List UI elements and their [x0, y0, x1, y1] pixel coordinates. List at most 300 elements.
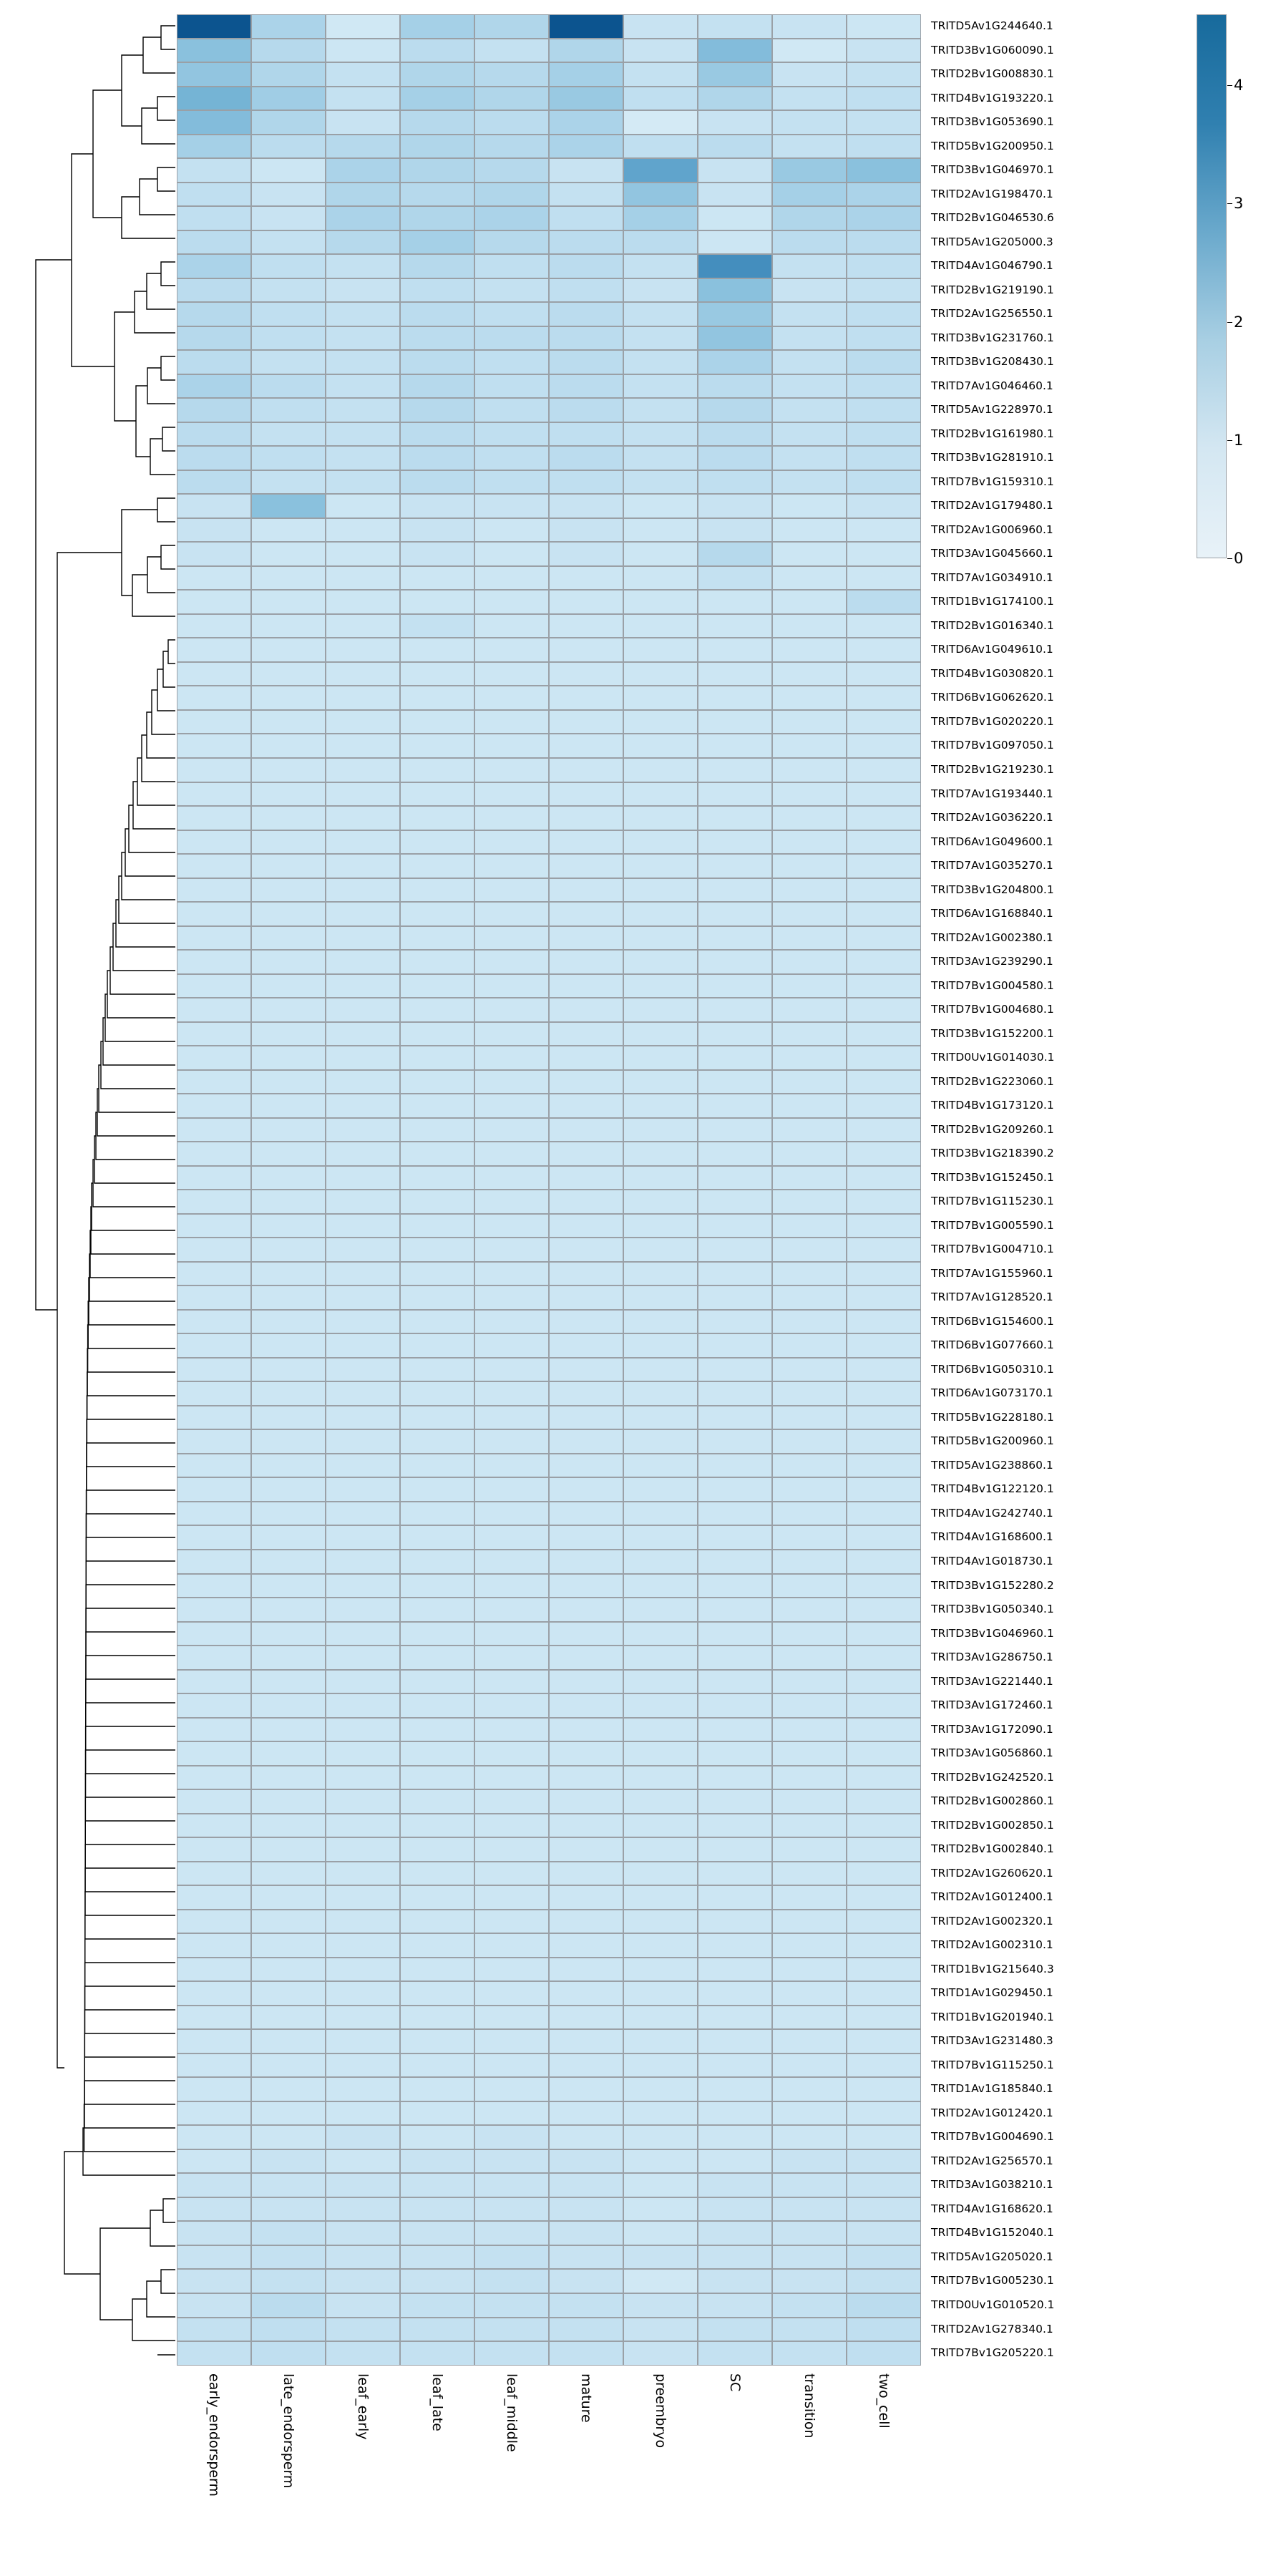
heatmap-cell	[326, 1166, 400, 1190]
heatmap-cell	[474, 1885, 549, 1910]
column-label: preembryo	[653, 2373, 668, 2449]
heatmap-cell	[847, 1574, 921, 1598]
heatmap-cell	[326, 902, 400, 926]
heatmap-row	[177, 926, 921, 951]
heatmap-cell	[177, 734, 251, 758]
heatmap-cell	[400, 206, 474, 230]
heatmap-cell	[326, 2006, 400, 2030]
heatmap-cell	[400, 1693, 474, 1718]
heatmap-cell	[400, 1477, 474, 1502]
heatmap-cell	[772, 2077, 847, 2101]
heatmap-cell	[549, 1333, 623, 1358]
heatmap-cell	[847, 950, 921, 974]
heatmap-cell	[251, 39, 326, 63]
heatmap-cell	[623, 1598, 698, 1622]
heatmap-cell	[772, 254, 847, 278]
heatmap-cell	[177, 398, 251, 422]
heatmap-cell	[251, 1814, 326, 1838]
heatmap-row	[177, 1381, 921, 1406]
column-label: leaf_late	[429, 2373, 445, 2431]
heatmap-cell	[698, 39, 772, 63]
heatmap-cell	[847, 926, 921, 951]
heatmap-cell	[549, 494, 623, 518]
heatmap-row	[177, 2245, 921, 2270]
heatmap-cell	[549, 1429, 623, 1454]
heatmap-cell	[549, 2101, 623, 2126]
heatmap-cell	[251, 1454, 326, 1478]
heatmap-cell	[549, 950, 623, 974]
heatmap-cell	[847, 2101, 921, 2126]
heatmap-cell	[772, 1429, 847, 1454]
heatmap-cell	[251, 1622, 326, 1646]
heatmap-cell	[772, 2149, 847, 2174]
heatmap-cell	[251, 2029, 326, 2053]
heatmap-cell	[698, 1958, 772, 1982]
heatmap-cell	[400, 710, 474, 734]
heatmap-cell	[177, 1238, 251, 1262]
heatmap-cell	[772, 398, 847, 422]
heatmap-cell	[326, 1454, 400, 1478]
heatmap-cell	[847, 1837, 921, 1862]
heatmap-row	[177, 1190, 921, 1214]
heatmap-cell	[400, 2293, 474, 2318]
heatmap-cell	[474, 662, 549, 686]
heatmap-row	[177, 854, 921, 878]
heatmap-cell	[623, 1550, 698, 1574]
row-label: TRITD0Uv1G010520.1	[931, 2298, 1055, 2311]
heatmap-cell	[772, 1814, 847, 1838]
heatmap-cell	[251, 1166, 326, 1190]
heatmap-cell	[698, 1525, 772, 1550]
heatmap-cell	[251, 1789, 326, 1814]
heatmap-cell	[549, 2197, 623, 2222]
heatmap-cell	[623, 1142, 698, 1166]
heatmap-cell	[698, 782, 772, 807]
heatmap-cell	[623, 830, 698, 855]
row-label: TRITD6Bv1G154600.1	[931, 1314, 1054, 1328]
heatmap-cell	[847, 2173, 921, 2197]
heatmap-cell	[400, 110, 474, 135]
heatmap-cell	[698, 542, 772, 566]
heatmap-cell	[474, 2293, 549, 2318]
heatmap-cell	[772, 1118, 847, 1142]
heatmap-cell	[847, 1118, 921, 1142]
heatmap-cell	[698, 2293, 772, 2318]
heatmap-cell	[623, 2125, 698, 2149]
heatmap-cell	[177, 2221, 251, 2245]
heatmap-cell	[400, 1741, 474, 1766]
heatmap-cell	[549, 1454, 623, 1478]
heatmap-cell	[698, 1574, 772, 1598]
heatmap-cell	[251, 326, 326, 351]
heatmap-cell	[177, 1766, 251, 1790]
row-label: TRITD2Bv1G242520.1	[931, 1770, 1054, 1784]
heatmap-cell	[623, 230, 698, 255]
heatmap-cell	[400, 1525, 474, 1550]
heatmap-cell	[326, 2053, 400, 2078]
heatmap-cell	[623, 1285, 698, 1310]
heatmap-cell	[549, 2173, 623, 2197]
heatmap-cell	[474, 1333, 549, 1358]
heatmap-cell	[847, 686, 921, 710]
heatmap-cell	[474, 1933, 549, 1958]
heatmap-cell	[474, 590, 549, 614]
heatmap-cell	[326, 614, 400, 638]
heatmap-cell	[549, 62, 623, 87]
heatmap-cell	[326, 2197, 400, 2222]
heatmap-cell	[251, 2173, 326, 2197]
heatmap-cell	[326, 1741, 400, 1766]
heatmap-cell	[326, 1381, 400, 1406]
heatmap-cell	[474, 566, 549, 590]
heatmap-cell	[772, 2053, 847, 2078]
heatmap-cell	[549, 87, 623, 111]
heatmap-row	[177, 1358, 921, 1382]
heatmap-cell	[177, 1358, 251, 1382]
heatmap-cell	[847, 135, 921, 159]
heatmap-cell	[177, 14, 251, 39]
heatmap-cell	[772, 1310, 847, 1334]
heatmap-cell	[400, 1190, 474, 1214]
heatmap-cell	[847, 1358, 921, 1382]
heatmap-cell	[847, 1190, 921, 1214]
heatmap-cell	[847, 662, 921, 686]
heatmap-cell	[400, 878, 474, 903]
heatmap-cell	[698, 734, 772, 758]
heatmap-cell	[698, 302, 772, 326]
heatmap-row	[177, 1646, 921, 1670]
heatmap-cell	[326, 1333, 400, 1358]
heatmap-cell	[177, 1885, 251, 1910]
heatmap-cell	[400, 542, 474, 566]
heatmap-cell	[549, 1238, 623, 1262]
heatmap-cell	[251, 854, 326, 878]
row-label: TRITD7Av1G034910.1	[931, 570, 1053, 584]
colorbar-tick-label: 2	[1234, 313, 1244, 331]
heatmap-cell	[847, 350, 921, 374]
heatmap-cell	[400, 1718, 474, 1742]
heatmap-cell	[177, 470, 251, 495]
heatmap-cell	[474, 1190, 549, 1214]
heatmap-cell	[326, 1789, 400, 1814]
heatmap-row	[177, 1094, 921, 1118]
heatmap-cell	[623, 1837, 698, 1862]
heatmap-cell	[623, 2173, 698, 2197]
heatmap-row	[177, 1862, 921, 1886]
heatmap-cell	[177, 206, 251, 230]
heatmap-cell	[847, 1933, 921, 1958]
heatmap-cell	[251, 1550, 326, 1574]
heatmap-cell	[772, 2197, 847, 2222]
heatmap-cell	[177, 1214, 251, 1238]
heatmap-cell	[326, 782, 400, 807]
heatmap-cell	[623, 206, 698, 230]
heatmap-row	[177, 1525, 921, 1550]
heatmap-cell	[177, 183, 251, 207]
heatmap-cell	[474, 2173, 549, 2197]
heatmap-cell	[400, 374, 474, 399]
heatmap-cell	[772, 1358, 847, 1382]
heatmap-cell	[474, 278, 549, 303]
heatmap-cell	[847, 1166, 921, 1190]
heatmap-cell	[326, 590, 400, 614]
heatmap-cell	[474, 1646, 549, 1670]
heatmap-cell	[474, 1310, 549, 1334]
heatmap-cell	[474, 2125, 549, 2149]
heatmap-cell	[177, 2318, 251, 2342]
heatmap-cell	[400, 1933, 474, 1958]
heatmap-cell	[400, 1502, 474, 1526]
heatmap-cell	[698, 1310, 772, 1334]
heatmap-cell	[623, 1022, 698, 1046]
heatmap-cell	[549, 446, 623, 470]
heatmap-row	[177, 2197, 921, 2222]
heatmap-row	[177, 758, 921, 782]
heatmap-row	[177, 135, 921, 159]
heatmap-cell	[772, 302, 847, 326]
heatmap-cell	[251, 1718, 326, 1742]
row-label: TRITD3Bv1G050340.1	[931, 1603, 1054, 1616]
heatmap-cell	[549, 1885, 623, 1910]
heatmap-cell	[474, 2101, 549, 2126]
heatmap-cell	[400, 782, 474, 807]
heatmap-cell	[772, 110, 847, 135]
heatmap-cell	[400, 1766, 474, 1790]
row-label: TRITD7Av1G155960.1	[931, 1266, 1053, 1280]
heatmap-row	[177, 2221, 921, 2245]
heatmap-cell	[474, 326, 549, 351]
heatmap-cell	[474, 302, 549, 326]
heatmap-cell	[251, 1670, 326, 1694]
heatmap-cell	[623, 2318, 698, 2342]
heatmap-cell	[400, 2029, 474, 2053]
heatmap-cell	[549, 878, 623, 903]
heatmap-cell	[177, 1406, 251, 1430]
heatmap-cell	[400, 1429, 474, 1454]
heatmap-cell	[177, 902, 251, 926]
row-label: TRITD6Bv1G077660.1	[931, 1338, 1054, 1352]
heatmap-cell	[177, 1718, 251, 1742]
heatmap-cell	[698, 470, 772, 495]
heatmap-cell	[698, 1789, 772, 1814]
heatmap-cell	[549, 1166, 623, 1190]
heatmap-cell	[251, 1910, 326, 1934]
heatmap-cell	[251, 446, 326, 470]
row-label: TRITD2Bv1G002840.1	[931, 1842, 1054, 1856]
heatmap-cell	[400, 1310, 474, 1334]
heatmap-cell	[474, 1238, 549, 1262]
heatmap-row	[177, 2173, 921, 2197]
heatmap-cell	[326, 1885, 400, 1910]
heatmap-cell	[400, 2149, 474, 2174]
heatmap-cell	[474, 950, 549, 974]
heatmap-cell	[177, 1981, 251, 2006]
heatmap-cell	[847, 2077, 921, 2101]
heatmap-cell	[623, 374, 698, 399]
heatmap-cell	[623, 950, 698, 974]
heatmap-cell	[549, 518, 623, 543]
heatmap-cell	[698, 1381, 772, 1406]
heatmap-cell	[698, 110, 772, 135]
heatmap-cell	[400, 662, 474, 686]
heatmap-cell	[698, 422, 772, 447]
column-label: mature	[578, 2373, 594, 2423]
heatmap-cell	[400, 87, 474, 111]
heatmap-row	[177, 974, 921, 998]
heatmap-cell	[177, 2341, 251, 2366]
heatmap-cell	[251, 2197, 326, 2222]
heatmap-cell	[623, 710, 698, 734]
heatmap-cell	[772, 14, 847, 39]
row-label: TRITD7Bv1G004690.1	[931, 2130, 1054, 2144]
heatmap-cell	[474, 2341, 549, 2366]
row-label: TRITD0Uv1G014030.1	[931, 1051, 1055, 1064]
heatmap-cell	[400, 1622, 474, 1646]
heatmap-cell	[251, 230, 326, 255]
heatmap-cell	[474, 1214, 549, 1238]
heatmap-cell	[326, 206, 400, 230]
heatmap-cell	[623, 1766, 698, 1790]
heatmap-cell	[474, 2029, 549, 2053]
heatmap-cell	[251, 302, 326, 326]
heatmap-cell	[474, 734, 549, 758]
heatmap-cell	[251, 62, 326, 87]
heatmap-cell	[400, 1046, 474, 1070]
heatmap-cell	[847, 878, 921, 903]
heatmap-cell	[400, 1958, 474, 1982]
heatmap-cell	[623, 998, 698, 1022]
row-label: TRITD6Av1G073170.1	[931, 1386, 1053, 1400]
heatmap-row	[177, 1741, 921, 1766]
heatmap-row	[177, 2269, 921, 2293]
heatmap-cell	[326, 1190, 400, 1214]
heatmap-cell	[772, 326, 847, 351]
heatmap-cell	[326, 1142, 400, 1166]
heatmap-cell	[772, 1238, 847, 1262]
heatmap-cell	[177, 806, 251, 830]
heatmap-cell	[623, 39, 698, 63]
heatmap-row	[177, 782, 921, 807]
heatmap-cell	[623, 1190, 698, 1214]
heatmap-cell	[772, 950, 847, 974]
heatmap-cell	[400, 1262, 474, 1286]
row-label: TRITD7Bv1G205220.1	[931, 2346, 1054, 2360]
heatmap-cell	[474, 1574, 549, 1598]
heatmap-cell	[177, 854, 251, 878]
heatmap-cell	[474, 518, 549, 543]
heatmap-cell	[474, 2006, 549, 2030]
heatmap-cell	[177, 1190, 251, 1214]
heatmap-cell	[698, 1741, 772, 1766]
heatmap-cell	[326, 422, 400, 447]
heatmap-row	[177, 1814, 921, 1838]
heatmap-cell	[474, 974, 549, 998]
heatmap-cell	[474, 2245, 549, 2270]
heatmap-cell	[474, 1285, 549, 1310]
heatmap-cell	[549, 1598, 623, 1622]
heatmap-cell	[177, 1046, 251, 1070]
heatmap-cell	[847, 2053, 921, 2078]
heatmap-cell	[474, 39, 549, 63]
heatmap-cell	[772, 878, 847, 903]
heatmap-cell	[772, 998, 847, 1022]
heatmap-cell	[847, 590, 921, 614]
heatmap-row	[177, 2318, 921, 2342]
heatmap-cell	[400, 2197, 474, 2222]
row-label: TRITD5Av1G205000.3	[931, 235, 1053, 248]
heatmap-cell	[251, 1502, 326, 1526]
heatmap-row	[177, 1766, 921, 1790]
heatmap-cell	[698, 326, 772, 351]
heatmap-cell	[623, 470, 698, 495]
heatmap-row	[177, 302, 921, 326]
heatmap-cell	[772, 1910, 847, 1934]
heatmap-cell	[251, 1574, 326, 1598]
heatmap-cell	[326, 1814, 400, 1838]
heatmap-cell	[847, 1094, 921, 1118]
heatmap-cell	[772, 1190, 847, 1214]
heatmap-cell	[177, 2197, 251, 2222]
heatmap-cell	[474, 806, 549, 830]
heatmap-cell	[474, 2318, 549, 2342]
heatmap-cell	[326, 1285, 400, 1310]
heatmap-cell	[474, 2053, 549, 2078]
heatmap-cell	[772, 518, 847, 543]
heatmap-cell	[549, 1862, 623, 1886]
row-label: TRITD5Bv1G200960.1	[931, 1434, 1054, 1448]
heatmap-cell	[400, 2125, 474, 2149]
heatmap-cell	[474, 1381, 549, 1406]
heatmap-cell	[772, 566, 847, 590]
heatmap-cell	[698, 62, 772, 87]
heatmap-cell	[623, 1310, 698, 1334]
heatmap-cell	[698, 974, 772, 998]
heatmap-cell	[400, 494, 474, 518]
heatmap-cell	[326, 1502, 400, 1526]
heatmap-cell	[623, 1214, 698, 1238]
heatmap-cell	[177, 1142, 251, 1166]
heatmap-cell	[549, 2053, 623, 2078]
heatmap-cell	[549, 614, 623, 638]
row-label: TRITD7Bv1G004680.1	[931, 1003, 1054, 1016]
heatmap-cell	[474, 1502, 549, 1526]
heatmap-cell	[251, 14, 326, 39]
heatmap-cell	[772, 686, 847, 710]
heatmap-cell	[177, 1477, 251, 1502]
heatmap-cell	[326, 662, 400, 686]
heatmap-cell	[474, 1525, 549, 1550]
heatmap-cell	[326, 158, 400, 183]
heatmap-cell	[177, 446, 251, 470]
colorbar-tick-mark	[1227, 322, 1232, 323]
heatmap-cell	[474, 398, 549, 422]
heatmap-row	[177, 2341, 921, 2366]
heatmap-cell	[400, 1333, 474, 1358]
row-label: TRITD5Av1G228970.1	[931, 403, 1053, 417]
heatmap-cell	[772, 926, 847, 951]
heatmap-cell	[177, 710, 251, 734]
heatmap-cell	[177, 566, 251, 590]
heatmap-cell	[847, 614, 921, 638]
heatmap-cell	[549, 2269, 623, 2293]
heatmap-cell	[326, 110, 400, 135]
heatmap-cell	[251, 2221, 326, 2245]
heatmap-cell	[623, 638, 698, 662]
heatmap-cell	[623, 1166, 698, 1190]
heatmap-cell	[177, 374, 251, 399]
heatmap-cell	[549, 1574, 623, 1598]
heatmap-row	[177, 39, 921, 63]
